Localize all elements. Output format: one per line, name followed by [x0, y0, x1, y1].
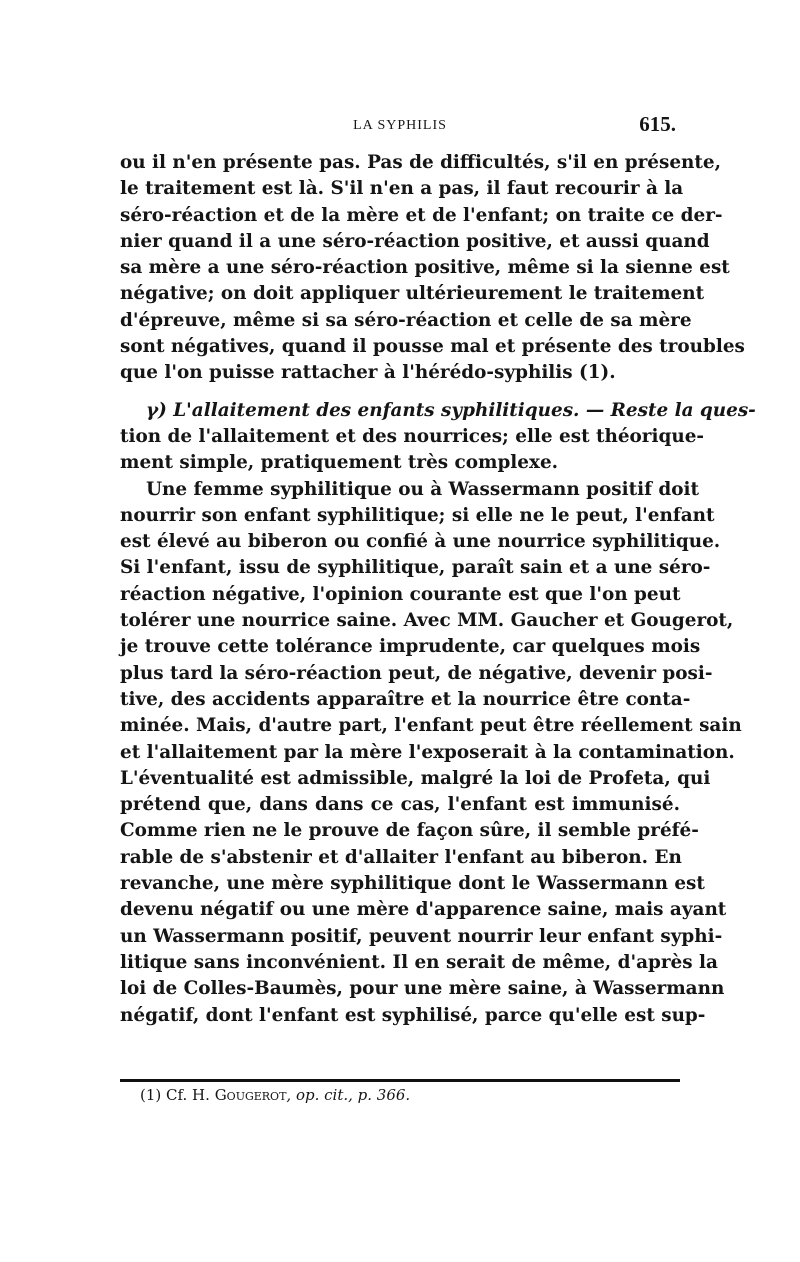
- text-line: je trouve cette tolérance imprudente, car quelques mois: [120, 636, 701, 658]
- text-line: L'éventualité est admissible, malgré la loi de Profeta, qui: [120, 767, 711, 789]
- text-line: et l'allaitement par la mère l'exposerait à la contamination.: [120, 741, 735, 763]
- text-line: un Wassermann positif, peuvent nourrir leur enfant syphi-: [120, 925, 723, 947]
- text-line: tolérer une nourrice saine. Avec MM. Gaucher et Gougerot,: [120, 610, 734, 632]
- paragraph-allaitement: [120, 398, 756, 477]
- footnote: [140, 1086, 680, 1104]
- text-line: sont négatives, quand il pousse mal et présente des troubles: [120, 336, 745, 358]
- text-line: ment simple, pratiquement très complexe.: [120, 452, 559, 474]
- text-line: tion de l'allaitement et des nourrices; elle est théorique-: [120, 425, 705, 447]
- running-head-title: LA SYPHILIS: [353, 118, 447, 133]
- text-line: devenu négatif ou une mère d'apparence saine, mais ayant: [120, 899, 727, 921]
- text-line: ou il n'en présente pas. Pas de difficultés, s'il en présente,: [120, 152, 722, 173]
- text-line: tive, des accidents apparaître et la nourrice être conta-: [120, 688, 691, 710]
- text-line: Une femme syphilitique ou à Wassermann positif doit: [146, 478, 700, 500]
- footnote-rule: [120, 1079, 680, 1082]
- text-line: litique sans inconvénient. Il en serait de même, d'après la: [120, 951, 718, 973]
- text-line: Comme rien ne le prouve de façon sûre, il semble préfé-: [120, 820, 699, 842]
- text-line: est élevé au biberon ou confié à une nourrice syphilitique.: [120, 531, 721, 553]
- text-line: négatif, dont l'enfant est syphilisé, parce qu'elle est sup-: [120, 1004, 706, 1026]
- text-line: négative; on doit appliquer ultérieurement le traitement: [120, 283, 705, 305]
- body-text: [120, 150, 756, 1029]
- text-line: prétend que, dans dans ce cas, l'enfant est immunisé.: [120, 794, 680, 816]
- footnote-marker: (1) Cf. H.: [140, 1086, 210, 1104]
- text-line: réaction négative, l'opinion courante est que l'on peut: [120, 583, 681, 605]
- text-line: revanche, une mère syphilitique dont le Wassermann est: [120, 873, 705, 895]
- text-line: loi de Colles-Baumès, pour une mère saine, à Wassermann: [120, 978, 725, 1000]
- text-line: le traitement est là. S'il n'en a pas, il faut recourir à la: [120, 178, 684, 200]
- paragraph-continuation: [120, 150, 745, 387]
- section-heading-line: γ) L'allaitement des enfants syphilitiques. — Reste la ques-: [146, 399, 756, 421]
- text-line: rable de s'abstenir et d'allaiter l'enfant au biberon. En: [120, 846, 682, 868]
- text-line: Si l'enfant, issu de syphilitique, paraît sain et a une séro-: [120, 557, 711, 579]
- text-line: plus tard la séro-réaction peut, de négative, devenir posi-: [120, 662, 713, 684]
- paragraph-main: [120, 477, 742, 1029]
- text-line: d'épreuve, même si sa séro-réaction et celle de sa mère: [120, 309, 692, 331]
- text-line: nier quand il a une séro-réaction positive, et aussi quand: [120, 230, 710, 252]
- text-line: sa mère a une séro-réaction positive, même si la sienne est: [120, 257, 730, 279]
- footnote-author: Gougerot: [214, 1086, 287, 1104]
- text-line: minée. Mais, d'autre part, l'enfant peut être réellement sain: [120, 715, 742, 737]
- text-line: séro-réaction et de la mère et de l'enfant; on traite ce der-: [120, 204, 723, 226]
- running-head: [120, 110, 680, 144]
- text-line: nourrir son enfant syphilitique; si elle ne le peut, l'enfant: [120, 504, 715, 526]
- text-line: que l'on puisse rattacher à l'hérédo-syphilis (1).: [120, 362, 616, 384]
- footnote-reference: , op. cit., p. 366.: [286, 1086, 411, 1104]
- page-number: 615.: [639, 112, 676, 136]
